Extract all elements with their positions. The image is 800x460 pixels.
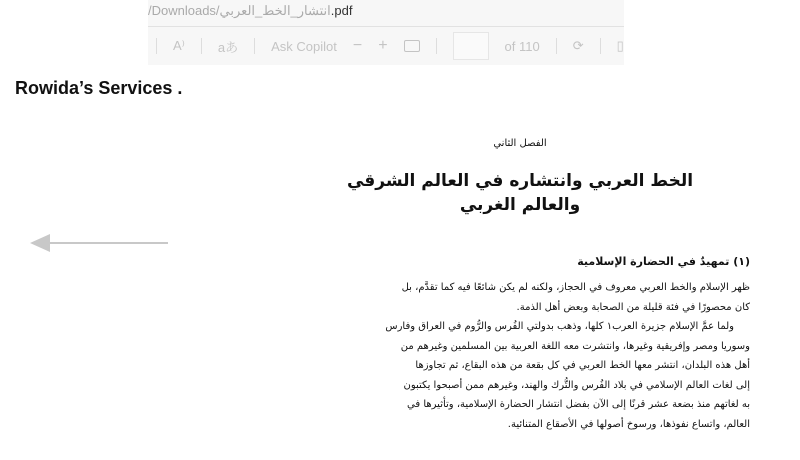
file-extension: .pdf (330, 3, 353, 18)
fit-width-icon[interactable] (404, 40, 420, 52)
body-text (290, 278, 750, 434)
left-arrow-icon (30, 233, 170, 253)
zoom-in-button[interactable]: + (378, 37, 388, 54)
chapter-title (290, 169, 750, 217)
chapter-label: الفصل الثاني (493, 138, 547, 149)
divider (148, 26, 624, 27)
divider (436, 38, 437, 54)
file-path-prefix: /Downloads/انتشار_الخط_العربي (148, 3, 331, 18)
page-number-input[interactable] (453, 32, 489, 60)
page-count: of 110 (504, 38, 540, 54)
text-line: وسوريا ومصر وإفريقية وغيرها، وانتشرت معه اللغة العربية بين المسلمين وغيرهم من (400, 340, 750, 352)
rotate-icon[interactable]: ⟳ (572, 38, 584, 53)
title-line: الخط العربي وانتشاره في العالم الشرقي (346, 171, 694, 191)
file-path (148, 3, 352, 19)
text-line: العالم، واتساع نفوذها، ورسوخ أصولها في الأصقاع المتنائية. (507, 418, 750, 430)
read-aloud-button[interactable]: A⁾ (173, 38, 185, 53)
divider (556, 38, 557, 54)
pdf-page (290, 130, 750, 434)
text-line: به لغاتهم منذ بضعة عشر قرنًا إلى الآن بفضل انتشار الحضارة الإسلامية، وتأثيرها في (407, 399, 750, 410)
text-line: ظهر الإسلام والخط العربي معروف في الحجاز، ولكنه لم يكن شائعًا فيه كما تقدَّم، بل (401, 282, 750, 293)
divider (156, 38, 157, 54)
section-heading: (١) تمهيدٌ في الحضارة الإسلامية (577, 255, 750, 268)
page-view-icon[interactable]: ▯ (616, 38, 624, 53)
text-line: إلى لغات العالم الإسلامي في بلاد الفُرس والتُّرك والهند، وغيرهم ممن أصبحوا يكتبون (403, 379, 750, 391)
pdf-viewer-toolbar (148, 0, 624, 65)
text-line: ولما عمَّ الإسلام جزيرة العرب١ كلها، وذهب بدولتي الفُرس والرُّوم في العراق وفارس (385, 321, 734, 332)
text-line: أهل هذه البلدان، انتشر معها الخط العربي في كل بقعة من هذه البقاع، ثم تجاوزها (415, 360, 750, 371)
divider (254, 38, 255, 54)
divider (201, 38, 202, 54)
title-line: والعالم الغربي (459, 195, 581, 215)
text-line: كان محصورًا في فئة قليلة من الصحابة وبعض أهل الذمة. (516, 301, 750, 313)
divider (600, 38, 601, 54)
brand-label: Rowida’s Services . (15, 78, 183, 98)
translate-button[interactable]: aあ (217, 39, 239, 55)
ask-copilot-button[interactable]: Ask Copilot (271, 38, 337, 54)
zoom-out-button[interactable]: − (352, 37, 363, 54)
